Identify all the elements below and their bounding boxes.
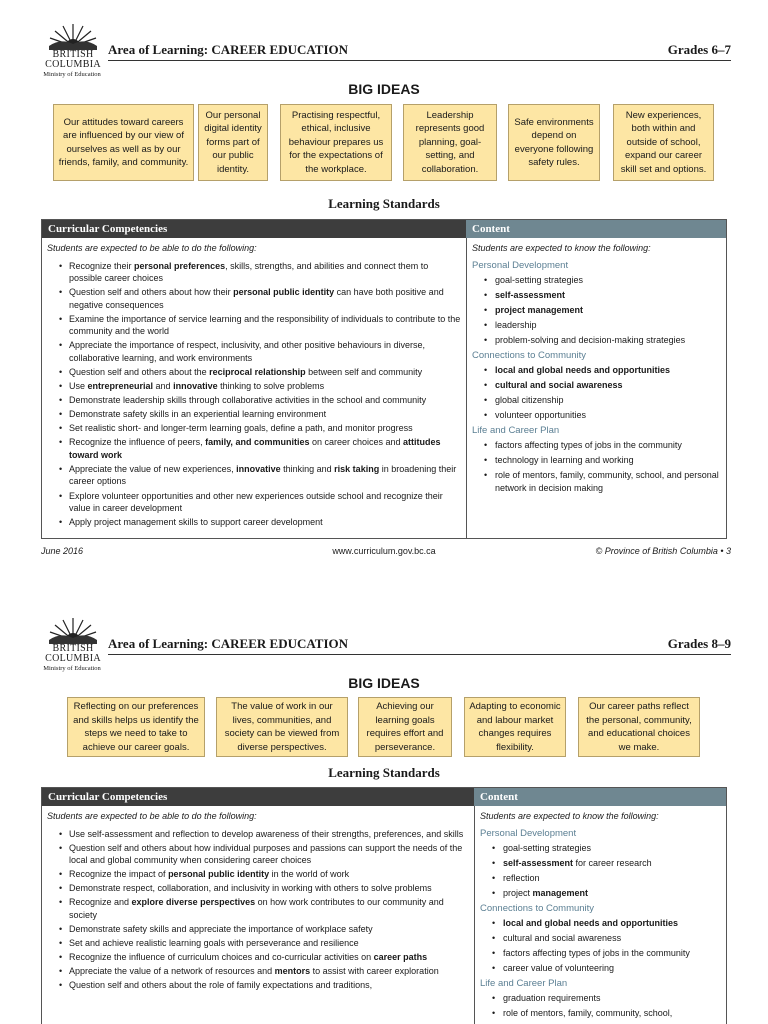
content-intro: Students are expected to know the following: (480, 811, 659, 821)
text-run: factors affecting types of jobs in the community (503, 948, 690, 958)
footer-url[interactable]: www.curriculum.gov.bc.ca (332, 546, 436, 556)
content-item (472, 409, 721, 422)
text-run: global citizenship (495, 395, 564, 405)
emphasized-text: self-assessment (495, 290, 566, 300)
text-run: on how work contributes to our community and society (69, 897, 444, 920)
text-run: leadership (495, 320, 537, 330)
text-run: Recognize their (69, 260, 135, 271)
bc-logo (38, 614, 108, 674)
text-run: Examine the importance of service learning and the responsibility of individuals to contribute to the community and the world (69, 313, 461, 337)
content-list (480, 842, 721, 900)
emphasized-text: local and global needs and opportunities (495, 365, 671, 375)
competency-item (47, 394, 461, 407)
area-of-learning-title: Area of Learning: CAREER EDUCATION (108, 42, 349, 57)
logo-text-columbia: COLUMBIA (45, 59, 101, 70)
competencies-column (42, 806, 474, 1024)
text-run: , skills, strengths, and abilities and connect them to possible career choices (69, 260, 429, 283)
text-run: factors affecting types of jobs in the community (495, 440, 682, 450)
competency-item (47, 951, 469, 964)
footer-date: June 2016 (41, 546, 84, 556)
text-run: Appreciate the importance of respect, inclusivity, and other positive behaviours in diverse, collaborative learning, and work environments (69, 340, 426, 363)
emphasized-text: personal public identity (168, 869, 270, 880)
text-run: Use self-assessment and reflection to develop awareness of their strengths, preferences, and skills (69, 828, 464, 839)
big-idea-box: Our career paths reflect the personal, community, and educational choices we make. (578, 697, 700, 757)
text-run: Question self and others about the role of family expectations and traditions, (69, 980, 373, 991)
competencies-intro: Students are expected to be able to do the following: (47, 811, 257, 821)
competency-item (47, 422, 461, 435)
emphasized-text: innovative (236, 463, 281, 474)
competency-item (47, 463, 461, 488)
text-run: role of mentors, family, community, school, and personal network in decision making (495, 470, 719, 493)
text-run: volunteer opportunities (495, 410, 587, 420)
competency-item (47, 313, 461, 338)
competencies-list (47, 828, 469, 992)
curriculum-page-grades-8-9 (0, 594, 768, 1024)
content-item (480, 992, 721, 1005)
big-ideas-heading: BIG IDEAS (348, 675, 420, 691)
big-idea-box: Achieving our learning goals requires effort and perseverance. (358, 697, 452, 757)
big-idea-box: Our attitudes toward careers are influenced by our view of ourselves as well as by our friends, family, and community. (53, 104, 194, 181)
emphasized-text: reciprocal relationship (209, 366, 306, 377)
content-section-title: Life and Career Plan (480, 977, 568, 989)
competency-item (47, 868, 469, 881)
big-idea-box: Safe environments depend on everyone following safety rules. (508, 104, 600, 181)
content-item (472, 469, 721, 494)
big-idea-box: Practising respectful, ethical, inclusive behaviour prepares us for the expectations of the workplace. (280, 104, 392, 181)
header-divider (108, 654, 731, 655)
content-section-title: Life and Career Plan (472, 424, 560, 436)
content-item (480, 1007, 721, 1020)
text-run: Demonstrate leadership skills through collaborative activities in the school and community (69, 395, 427, 406)
content-item (472, 274, 721, 287)
big-idea-box: Reflecting on our preferences and skills helps us identify the steps we need to take to achieve our career goals. (67, 697, 205, 757)
curricular-competencies-header: Curricular Competencies (42, 220, 466, 238)
content-section-title: Connections to Community (480, 902, 595, 914)
emphasized-text: attitudes toward work (69, 437, 441, 460)
content-item (480, 872, 721, 885)
emphasized-text: innovative (173, 380, 218, 391)
content-item (480, 917, 721, 930)
competencies-column (42, 238, 466, 538)
emphasized-text: management (532, 888, 589, 898)
content-section-title: Personal Development (472, 259, 569, 271)
logo-text-ministry: Ministry of Education (43, 71, 101, 78)
content-item (472, 304, 721, 317)
competency-item (47, 882, 469, 895)
emphasized-text: family, and communities (205, 437, 310, 448)
text-run: project (503, 888, 533, 898)
text-run: can have both positive and negative consequences (69, 287, 444, 310)
area-of-learning-title: Area of Learning: CAREER EDUCATION (108, 636, 349, 651)
text-run: Demonstrate respect, collaboration, and inclusivity in working with others to solve problems (69, 883, 432, 894)
text-run: Appreciate the value of a network of resources and (69, 966, 275, 977)
text-run: Demonstrate safety skills in an experiential learning environment (69, 409, 327, 420)
text-run: goal-setting strategies (495, 275, 584, 285)
learning-standards-table (41, 219, 727, 539)
text-run: for career research (573, 858, 652, 868)
content-section-title: Personal Development (480, 827, 577, 839)
competency-item (47, 842, 469, 867)
competency-item (47, 408, 461, 421)
content-list (472, 364, 721, 422)
content-item (480, 932, 721, 945)
text-run: between self and community (305, 366, 423, 377)
content-list (480, 992, 721, 1020)
logo-text-ministry: Ministry of Education (43, 665, 101, 672)
text-run: problem-solving and decision-making strategies (495, 335, 686, 345)
big-idea-box: New experiences, both within and outside of school, expand our career skill set and options. (613, 104, 714, 181)
emphasized-text: personal public identity (233, 287, 335, 298)
content-sections (472, 260, 721, 495)
content-item (472, 439, 721, 452)
learning-standards-heading: Learning Standards (328, 196, 440, 211)
content-item (472, 334, 721, 347)
emphasized-text: local and global needs and opportunities (503, 918, 679, 928)
content-section-title: Connections to Community (472, 349, 587, 361)
competency-item (47, 490, 461, 515)
emphasized-text: entrepreneurial (87, 380, 154, 391)
bc-logo (38, 20, 108, 80)
competency-item (47, 436, 461, 461)
emphasized-text: project management (495, 305, 584, 315)
competency-item (47, 828, 469, 841)
competency-item (47, 923, 469, 936)
competency-item (47, 979, 469, 992)
text-run: Question self and others about the (69, 366, 210, 377)
content-list (472, 439, 721, 494)
emphasized-text: career paths (373, 952, 428, 963)
text-run: cultural and social awareness (503, 933, 622, 943)
emphasized-text: cultural and social awareness (495, 380, 623, 390)
content-item (472, 364, 721, 377)
logo-text-british: BRITISH (52, 49, 94, 60)
text-run: to assist with career exploration (310, 966, 439, 977)
content-sections (480, 828, 721, 1020)
text-run: Demonstrate safety skills and appreciate the importance of workplace safety (69, 923, 373, 934)
big-idea-box: Adapting to economic and labour market changes requires flexibility. (464, 697, 566, 757)
text-run: graduation requirements (503, 993, 601, 1003)
learning-standards-heading: Learning Standards (328, 765, 440, 780)
competencies-list (47, 260, 461, 529)
competency-item (47, 965, 469, 978)
text-run: career value of volunteering (503, 963, 615, 973)
text-run: Use (69, 380, 88, 391)
curricular-competencies-header: Curricular Competencies (42, 788, 474, 806)
content-column (466, 238, 726, 538)
content-item (472, 379, 721, 392)
text-run: Question self and others about how their (69, 287, 234, 298)
competency-item (47, 937, 469, 950)
content-intro: Students are expected to know the following: (472, 243, 651, 253)
footer-copyright: © Province of British Columbia • 3 (595, 546, 731, 556)
learning-standards-table (41, 787, 727, 1024)
emphasized-text: explore diverse perspectives (131, 897, 256, 908)
content-list (472, 274, 721, 347)
competency-item (47, 286, 461, 311)
competency-item (47, 339, 461, 364)
grades-label: Grades 8–9 (667, 636, 731, 651)
competency-item (47, 366, 461, 379)
content-item (472, 394, 721, 407)
competency-item (47, 516, 461, 529)
emphasized-text: self-assessment (503, 858, 574, 868)
text-run: Set realistic short- and longer-term learning goals, define a path, and monitor progress (69, 423, 413, 434)
emphasized-text: risk taking (334, 463, 380, 474)
big-idea-box: The value of work in our lives, communities, and society can be viewed from diverse perspectives. (216, 697, 348, 757)
big-idea-box: Our personal digital identity forms part of our public identity. (198, 104, 268, 181)
text-run: goal-setting strategies (503, 843, 592, 853)
text-run: on career choices and (309, 437, 404, 448)
competencies-intro: Students are expected to be able to do the following: (47, 243, 257, 253)
text-run: role of mentors, family, community, school, (503, 1008, 673, 1018)
text-run: thinking to solve problems (217, 380, 325, 391)
emphasized-text: mentors (274, 966, 311, 977)
content-item (480, 887, 721, 900)
bc-crest-icon (45, 20, 101, 50)
text-run: thinking and (280, 463, 335, 474)
text-run: and (153, 380, 174, 391)
text-run: Apply project management skills to support career development (69, 517, 323, 528)
text-run: Recognize the influence of peers, (69, 437, 206, 448)
header-divider (108, 60, 731, 61)
content-item (472, 289, 721, 302)
content-header: Content (466, 220, 726, 238)
text-run: Recognize and (69, 897, 132, 908)
content-list (480, 917, 721, 975)
text-run: Explore volunteer opportunities and other new experiences outside school and recognize their value in career development (69, 490, 443, 514)
bc-crest-icon (45, 614, 101, 644)
text-run: reflection (503, 873, 540, 883)
content-item (480, 842, 721, 855)
logo-text-british: BRITISH (52, 643, 94, 654)
text-run: technology in learning and working (495, 455, 634, 465)
big-idea-box: Leadership represents good planning, goal-setting, and collaboration. (403, 104, 497, 181)
emphasized-text: personal preferences (134, 260, 226, 271)
competency-item (47, 896, 469, 921)
competency-item (47, 380, 461, 393)
content-item (480, 947, 721, 960)
content-item (480, 857, 721, 870)
content-header: Content (474, 788, 726, 806)
text-run: in the world of work (269, 869, 350, 880)
content-item (472, 454, 721, 467)
text-run: Question self and others about how individual purposes and passions can support the needs of the local and global community when considering career choices (69, 842, 463, 866)
competency-item (47, 260, 461, 285)
grades-label: Grades 6–7 (667, 42, 731, 57)
text-run: Set and achieve realistic learning goals with perseverance and resilience (69, 938, 359, 949)
text-run: Recognize the influence of curriculum choices and co-curricular activities on (69, 952, 374, 963)
content-item (472, 319, 721, 332)
content-item (480, 962, 721, 975)
content-column (474, 806, 726, 1024)
text-run: in broadening their career options (69, 463, 457, 487)
text-run: Recognize the impact of (69, 869, 169, 880)
logo-text-columbia: COLUMBIA (45, 653, 101, 664)
text-run: Appreciate the value of new experiences, (69, 463, 237, 474)
big-ideas-heading: BIG IDEAS (348, 81, 420, 97)
